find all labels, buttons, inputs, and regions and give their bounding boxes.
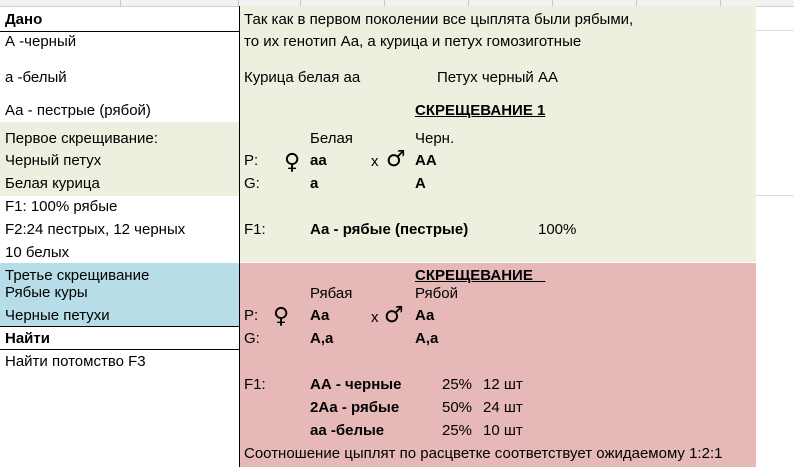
hen-white-label: Курица белая аа (244, 69, 361, 86)
cross1-f1-result: Аа - рябые (пестрые) (310, 221, 469, 238)
intro-line-1: Так как в первом поколении все цыплята были рябыми, (244, 11, 634, 28)
cross2-g-father: А,а (415, 330, 439, 347)
cross1-f1-label: F1: (244, 221, 266, 238)
black-roosters-label: Черные петухи (5, 307, 110, 324)
cross2-pied-hen-label: Рябая (310, 285, 353, 302)
cross1-g-mother: а (310, 175, 319, 192)
cross2-pied-rooster-label: Рябой (415, 285, 458, 302)
given-a-white: а -белый (5, 69, 67, 86)
cross1-p-father: АА (415, 152, 437, 169)
cross2-g-label: G: (244, 330, 260, 347)
result-row-white-count: 10 шт (483, 422, 523, 439)
first-cross-label: Первое скрещивание: (5, 130, 158, 147)
third-cross-label: Третье скрещивание (5, 267, 150, 284)
female-icon: ♀ (284, 150, 301, 175)
result-row-white-genotype: аа -белые (310, 422, 385, 439)
result-row-pied-genotype: 2Аа - рябые (310, 399, 400, 416)
black-rooster-label: Черный петух (5, 152, 102, 169)
result-row-black-percent: 25% (442, 376, 473, 393)
cross1-g-father: А (415, 175, 426, 192)
cross2-times: x (371, 309, 379, 326)
row-border (0, 349, 239, 350)
white-hen-label: Белая курица (5, 175, 100, 192)
given-aa-pied: Аа - пестрые (рябой) (5, 102, 151, 119)
cross1-white-label: Белая (310, 130, 353, 147)
summary-text: Соотношение цыплят по расцветке соответствует ожидаемому 1:2:1 (244, 445, 723, 462)
cross2-p-label: P: (244, 307, 259, 324)
row-border (0, 326, 239, 327)
cross2-p-mother: Аа (310, 307, 330, 324)
male-icon: ♂ (386, 147, 406, 172)
result-row-pied-count: 24 шт (483, 399, 523, 416)
result-row-black-genotype: АА - черные (310, 376, 402, 393)
pied-hens-label: Рябые куры (5, 284, 88, 301)
f1-given: F1: 100% рябые (5, 198, 118, 215)
gridline (756, 30, 794, 31)
cross2-g-mother: А,а (310, 330, 334, 347)
find-heading: Найти (5, 330, 50, 347)
column-divider (120, 0, 121, 6)
cross1-times: x (371, 153, 379, 170)
given-heading: Дано (5, 11, 43, 28)
result-row-white-percent: 25% (442, 422, 473, 439)
cross2-p-father: Аа (415, 307, 435, 324)
cross1-f1-percent: 100% (538, 221, 577, 238)
column-border (239, 6, 240, 467)
f2-given: F2:24 пестрых, 12 черных (5, 221, 186, 238)
given-a-black: А -черный (5, 33, 77, 50)
intro-line-2: то их генотип Аа, а курица и петух гомозиготные (244, 33, 582, 50)
cross1-title: СКРЕЩЕВАНИЕ 1 (415, 102, 546, 119)
result-row-pied-percent: 50% (442, 399, 473, 416)
cross1-p-label: P: (244, 152, 259, 169)
f2-given-white: 10 белых (5, 244, 70, 261)
rooster-black-label: Петух черный АА (437, 69, 558, 86)
cross2-title: СКРЕЩЕВАНИЕ (415, 267, 546, 284)
cross2-f1-label: F1: (244, 376, 266, 393)
result-row-black-count: 12 шт (483, 376, 523, 393)
row-border (0, 31, 239, 32)
cross1-black-label: Черн. (415, 130, 455, 147)
female-icon: ♀ (273, 304, 290, 329)
find-f3-label: Найти потомство F3 (5, 353, 146, 370)
cross1-g-label: G: (244, 175, 260, 192)
cross1-p-mother: аа (310, 152, 327, 169)
male-icon: ♂ (384, 303, 404, 328)
gridline (756, 195, 794, 196)
